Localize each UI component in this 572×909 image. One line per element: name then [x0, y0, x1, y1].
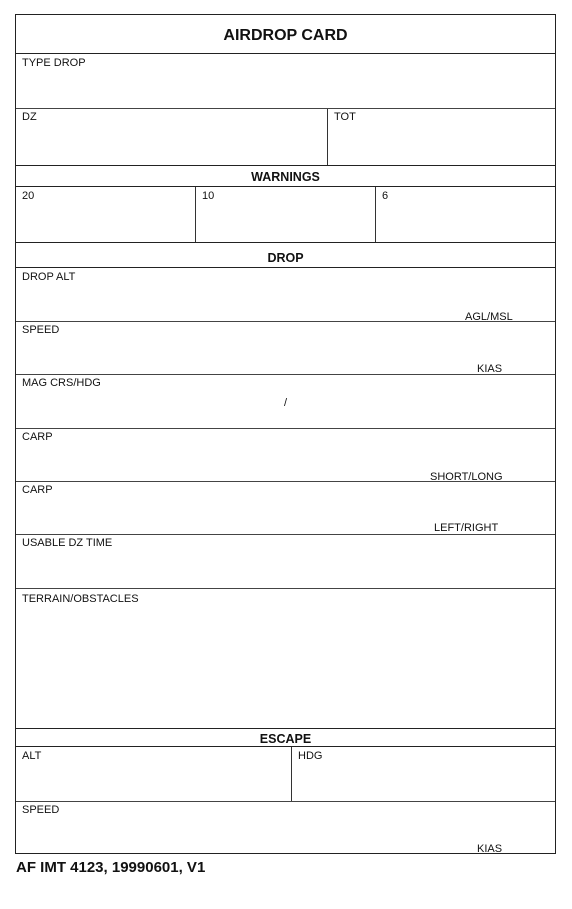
drop-alt-label: DROP ALT [22, 271, 76, 283]
carp-short-long-label: CARP [22, 431, 53, 443]
drop-alt-unit: AGL/MSL [465, 311, 513, 323]
type-drop-field[interactable] [16, 54, 555, 108]
warning-10-label: 10 [202, 190, 215, 202]
carp-short-long-unit: SHORT/LONG [430, 471, 503, 483]
carp-short-long-field[interactable] [16, 429, 555, 481]
divider [16, 728, 555, 729]
mag-crs-separator: / [284, 397, 288, 409]
escape-speed-field[interactable] [16, 802, 555, 852]
dz-label: DZ [22, 111, 37, 123]
dz-field[interactable] [16, 109, 327, 164]
mag-crs-hdg-label: MAG CRS/HDG [22, 377, 101, 389]
type-drop-label: TYPE DROP [22, 57, 86, 69]
terrain-obstacles-field[interactable] [16, 589, 555, 728]
tot-label: TOT [334, 111, 356, 123]
mag-crs-hdg-field[interactable] [16, 375, 555, 428]
usable-dz-time-label: USABLE DZ TIME [22, 537, 113, 549]
escape-speed-unit: KIAS [477, 843, 503, 855]
carp-left-right-label: CARP [22, 484, 53, 496]
usable-dz-time-field[interactable] [16, 535, 555, 588]
escape-hdg-label: HDG [298, 750, 323, 762]
divider [16, 165, 555, 166]
escape-heading: ESCAPE [259, 732, 312, 746]
carp-left-right-field[interactable] [16, 482, 555, 534]
drop-speed-unit: KIAS [477, 363, 503, 375]
escape-alt-label: ALT [22, 750, 42, 762]
warning-6-field[interactable] [376, 187, 555, 242]
warnings-heading: WARNINGS [251, 170, 320, 184]
warning-10-field[interactable] [196, 187, 375, 242]
drop-speed-field[interactable] [16, 322, 555, 374]
airdrop-card-form [15, 14, 556, 854]
divider [16, 242, 555, 243]
form-number-footer: AF IMT 4123, 19990601, V1 [16, 859, 206, 876]
tot-field[interactable] [328, 109, 555, 164]
carp-left-right-unit: LEFT/RIGHT [434, 522, 499, 534]
escape-hdg-field[interactable] [292, 747, 555, 801]
escape-alt-field[interactable] [16, 747, 291, 801]
drop-heading: DROP [267, 251, 304, 265]
warning-20-field[interactable] [16, 187, 195, 242]
form-title: AIRDROP CARD [223, 27, 348, 44]
drop-speed-label: SPEED [22, 324, 60, 336]
terrain-obstacles-label: TERRAIN/OBSTACLES [22, 593, 139, 605]
escape-speed-label: SPEED [22, 804, 60, 816]
drop-alt-field[interactable] [16, 268, 555, 321]
warning-6-label: 6 [382, 190, 389, 202]
warning-20-label: 20 [22, 190, 35, 202]
